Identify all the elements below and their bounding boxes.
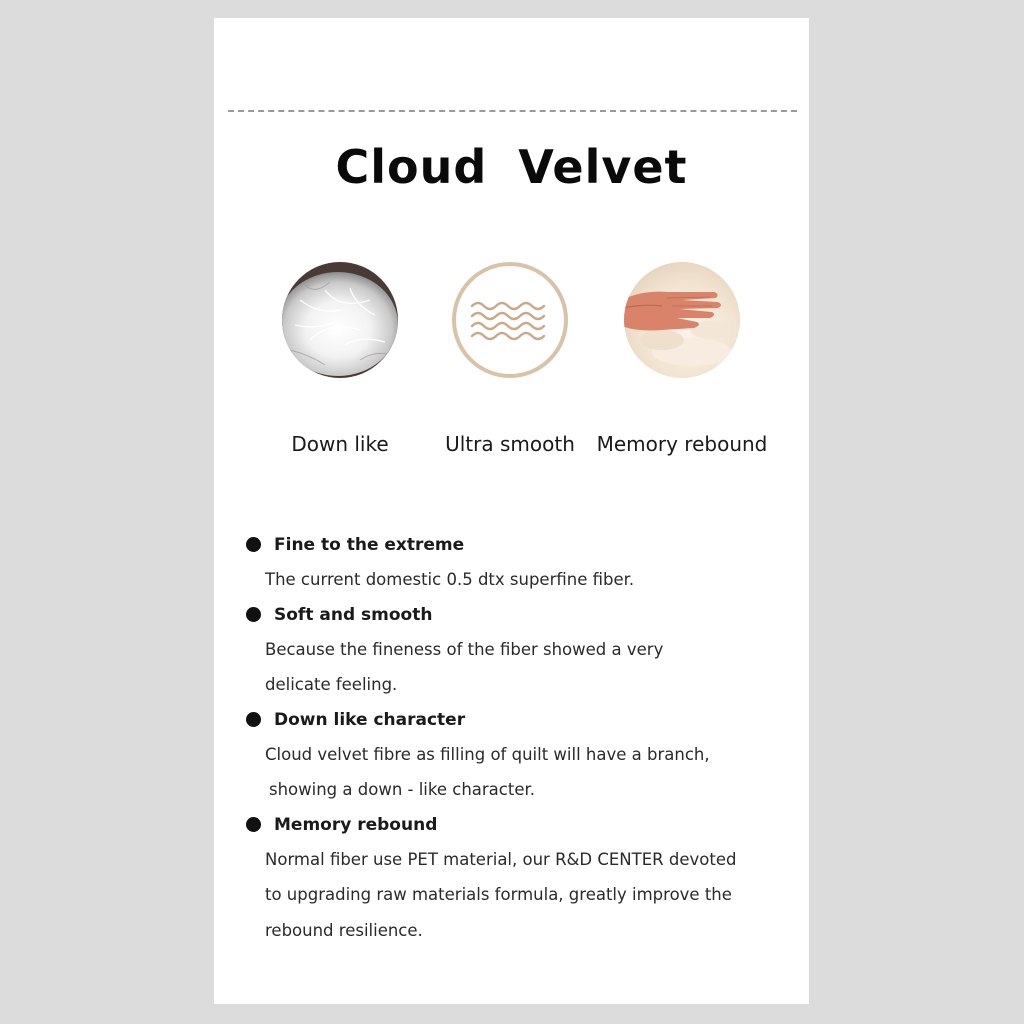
- point-line: delicate feeling.: [265, 675, 398, 694]
- bullet-dot-icon: [246, 817, 261, 832]
- point-heading-text: Down like character: [274, 709, 466, 730]
- point-heading-text: Memory rebound: [274, 814, 438, 835]
- feature-down-like: [250, 260, 430, 456]
- point-soft: [246, 598, 786, 703]
- point-memory: [246, 808, 786, 949]
- point-body: [246, 842, 786, 949]
- point-line: showing a down - like character.: [269, 780, 535, 799]
- point-heading: [246, 808, 786, 842]
- bullet-dot-icon: [246, 537, 261, 552]
- point-heading: [246, 703, 786, 737]
- hand-press-icon: [622, 260, 742, 380]
- point-heading: [246, 528, 786, 562]
- dashed-divider: [228, 110, 797, 112]
- feature-ultra-smooth: [420, 260, 600, 456]
- point-line: Because the fineness of the fiber showed a very: [265, 639, 664, 659]
- feature-label: Down like: [291, 432, 389, 456]
- product-card: [214, 18, 809, 1004]
- point-body: [246, 737, 786, 808]
- point-body: [246, 632, 786, 703]
- point-body: [246, 562, 786, 598]
- bullet-dot-icon: [246, 712, 261, 727]
- wave-icon: [450, 260, 570, 380]
- feature-points-list: [246, 528, 786, 948]
- feature-memory-rebound: [592, 260, 772, 456]
- point-line: Normal fiber use PET material, our R&D CENTER devoted: [265, 849, 737, 869]
- point-line: rebound resilience.: [265, 920, 423, 940]
- point-fine: [246, 528, 786, 598]
- point-down-like: [246, 703, 786, 808]
- point-heading-text: Soft and smooth: [274, 604, 433, 625]
- feather-down-icon: [280, 260, 400, 380]
- point-line: Cloud velvet fibre as filling of quilt will have a branch,: [265, 744, 710, 764]
- feature-label: Ultra smooth: [445, 432, 575, 456]
- feature-label: Memory rebound: [596, 432, 768, 456]
- point-line: to upgrading raw materials formula, greatly improve the: [265, 885, 732, 904]
- page-title: Cloud Velvet: [335, 140, 688, 194]
- point-line: The current domestic 0.5 dtx superfine fiber.: [265, 570, 635, 589]
- point-heading-text: Fine to the extreme: [274, 535, 465, 555]
- bullet-dot-icon: [246, 607, 261, 622]
- point-heading: [246, 598, 786, 632]
